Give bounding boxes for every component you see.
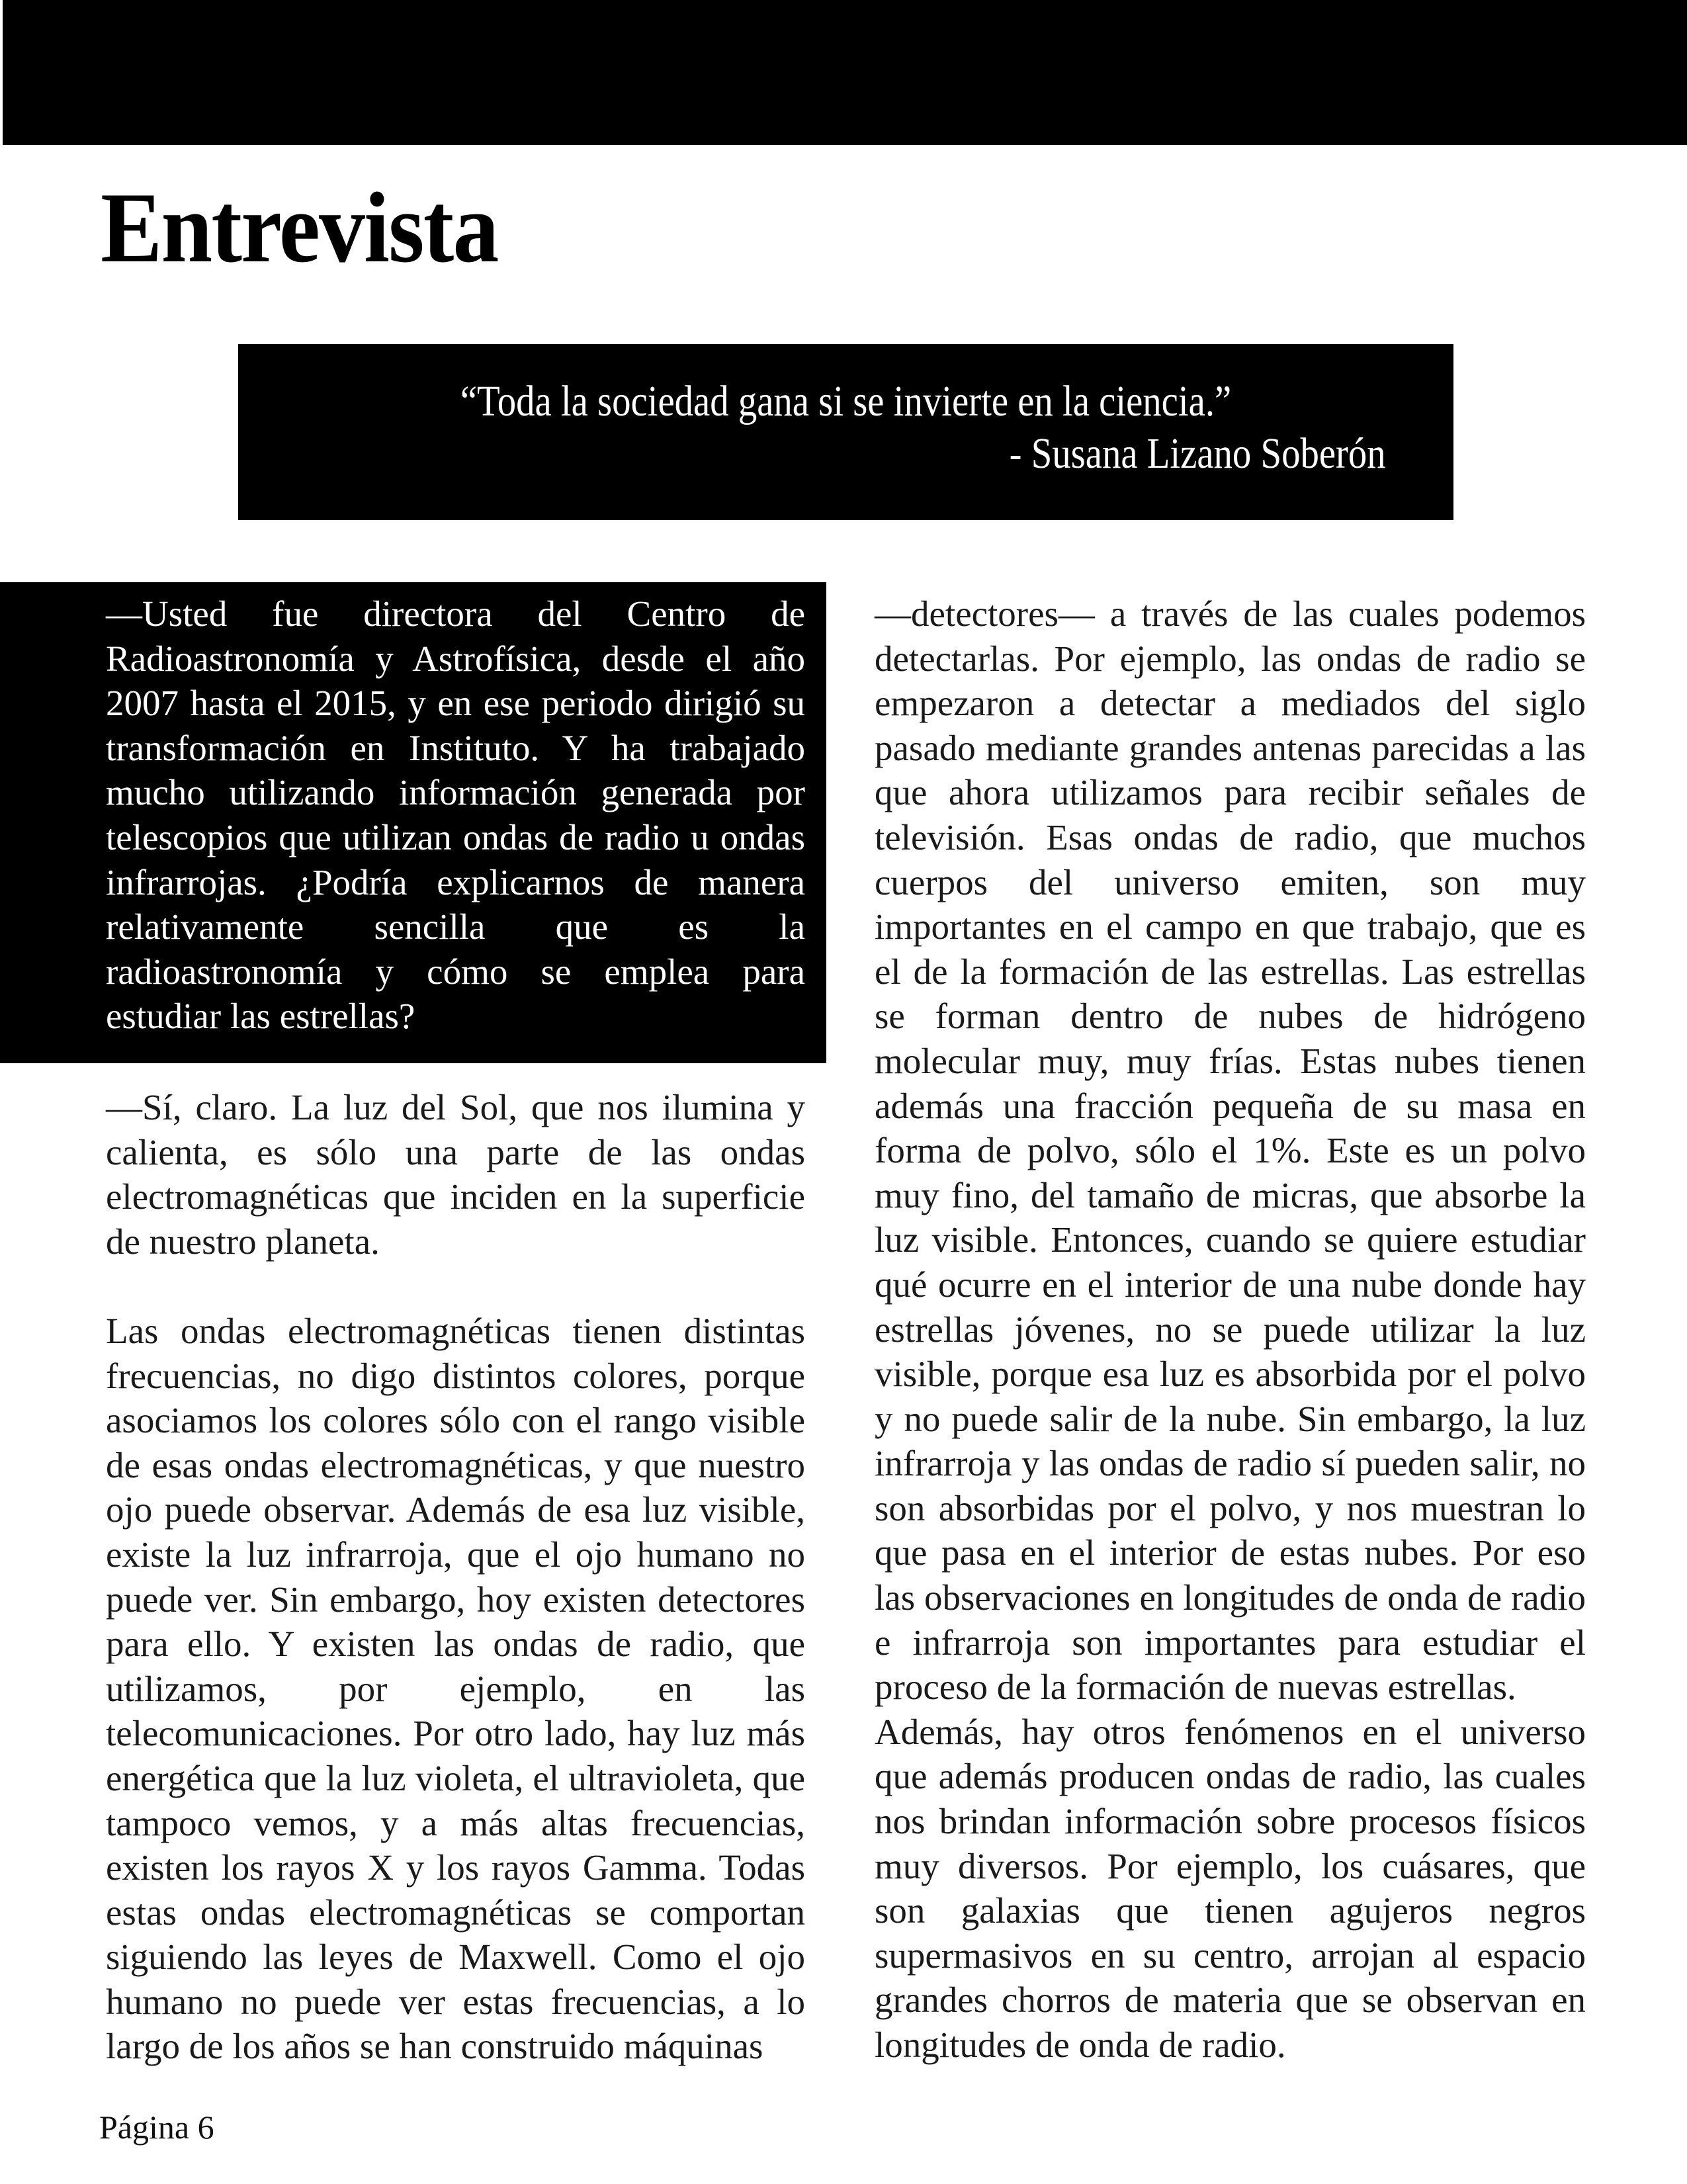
pull-quote-box (238, 344, 1453, 520)
question-text: —Usted fue directora del Centro de Radioastronomía y Astrofísica, desde el año 2007 hasta el 2015, y en ese periodo dirigió su transformación en Instituto. Y ha trabajado mucho utilizando información generada por telescopios que utilizan ondas de radio u ondas infrarrojas. ¿Podría explicarnos de manera relativamente sencilla que es la radioastronomía y cómo se emplea para estudiar las estrellas? (106, 593, 805, 1037)
answer-paragraph: Las ondas electromagnéticas tienen distintas frecuencias, no digo distintos colores, porque asociamos los colores sólo con el rango visible de esas ondas electromagnéticas, y que nuestro ojo puede observar. Además de esa luz visible, existe la luz infrarroja, que el ojo humano no puede ver. Sin embargo, hoy existen detectores para ello. Y existen las ondas de radio, que utilizamos, por ejemplo, en las telecomunicaciones. Por otro lado, hay luz más energética que la luz violeta, el ultravioleta, que tampoco vemos, y a más altas frecuencias, existen los rayos X y los rayos Gamma. Todas estas ondas electromagnéticas se comportan siguiendo las leyes de Maxwell. Como el ojo humano no puede ver estas frecuencias, a lo largo de los años se han construido máquinas (106, 1310, 805, 2067)
answer-continuation-2: Además, hay otros fenómenos en el universo que además producen ondas de radio, las cuales nos brindan información sobre procesos físicos muy diversos. Por ejemplo, los cuásares, que son galaxias que tienen agujeros negros supermasivos en su centro, arrojan al espacio grandes chorros de materia que se observan en longitudes de onda de radio. (875, 1711, 1586, 2065)
answer-column-left (106, 1085, 805, 2069)
answer-column-right (875, 591, 1586, 2068)
answer-paragraph: —Sí, claro. La luz del Sol, que nos ilumina y calienta, es sólo una parte de las ondas electromagnéticas que inciden en la superficie de nuestro planeta. (106, 1087, 805, 1262)
header-band (3, 0, 1687, 145)
page-number: Página 6 (99, 2109, 214, 2146)
page-title: Entrevista (101, 172, 498, 283)
pull-quote-text: “Toda la sociedad gana si se invierte en la ciencia.” (460, 377, 1232, 425)
interview-question (106, 591, 805, 1039)
pull-quote-author: - Susana Lizano Soberón (1009, 429, 1386, 478)
answer-continuation: —detectores— a través de las cuales podemos detectarlas. Por ejemplo, las ondas de radio se empezaron a detectar a mediados del siglo pasado mediante grandes antenas parecidas a las que ahora utilizamos para recibir señales de televisión. Esas ondas de radio, que muchos cuerpos del universo emiten, son muy importantes en el campo en que trabajo, que es el de la formación de las estrellas. Las estrellas se forman dentro de nubes de hidrógeno molecular muy, muy frías. Estas nubes tienen además una fracción pequeña de su masa en forma de polvo, sólo el 1%. Este es un polvo muy fino, del tamaño de micras, que absorbe la luz visible. Entonces, cuando se quiere estudiar qué ocurre en el interior de una nube donde hay estrellas jóvenes, no se puede utilizar la luz visible, porque esa luz es absorbida por el polvo y no puede salir de la nube. Sin embargo, la luz infrarroja y las ondas de radio sí pueden salir, no son absorbidas por el polvo, y nos muestran lo que pasa en el interior de estas nubes. Por eso las observaciones en longitudes de onda de radio e infrarroja son importantes para estudiar el proceso de la formación de nuevas estrellas. (875, 593, 1586, 1708)
pull-quote-text-row (238, 377, 1453, 425)
